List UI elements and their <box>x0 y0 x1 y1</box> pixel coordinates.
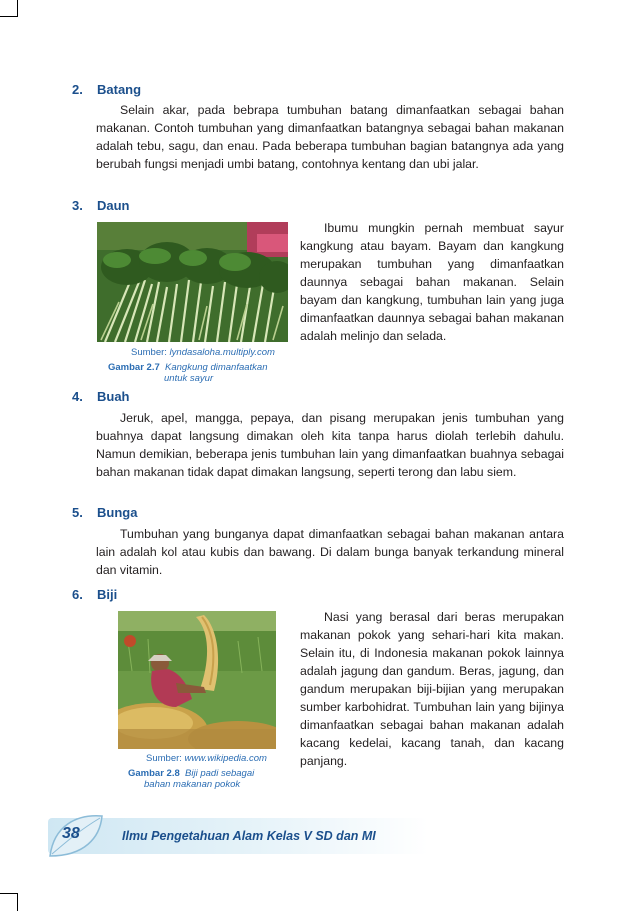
caption-text: Biji padi sebagai <box>185 768 255 779</box>
kangkung-photo <box>97 222 288 342</box>
section-number: 6. <box>72 587 83 602</box>
caption-number: Gambar 2.8 <box>128 768 180 779</box>
section-heading-biji <box>72 587 117 602</box>
section-number: 4. <box>72 389 83 404</box>
crop-mark-top-left-v <box>17 0 18 17</box>
crop-mark-top-left-h <box>0 16 18 17</box>
section-title: Biji <box>97 587 118 602</box>
crop-mark-bottom-left-v <box>17 893 18 911</box>
crop-mark-bottom-left-h <box>0 893 18 894</box>
section-number: 2. <box>72 82 83 97</box>
paragraph-bunga: Tumbuhan yang bunganya dapat dimanfaatkan sebagai bahan makanan antara lain adalah kol atau kubis dan bawang. Di dalam bunga banyak terkandung mineral dan vitamin. <box>96 527 564 577</box>
section-heading-daun <box>72 198 130 213</box>
section-heading-bunga <box>72 505 137 520</box>
caption-number: Gambar 2.7 <box>108 362 160 373</box>
figure-source: Sumber: lyndasaloha.multiply.com <box>131 347 275 358</box>
paragraph-buah: Jeruk, apel, mangga, pepaya, dan pisang merupakan jenis tumbuhan yang buahnya dapat langsung dimakan oleh kita tanpa harus diolah terlebih dahulu. Namun demikian, beberapa jenis tumbuhan lain yang dimanfaatkan buahnya sebagai bahan makanan tidak dapat dimakan langsung, seperti terong dan labu siem. <box>96 411 564 479</box>
book-title: Ilmu Pengetahuan Alam Kelas V SD dan MI <box>122 829 376 843</box>
rice-harvest-photo <box>118 611 276 749</box>
source-url: www.wikipedia.com <box>184 753 267 764</box>
section-heading-buah <box>72 389 130 404</box>
page-number: 38 <box>62 825 80 842</box>
caption-text-line2: untuk sayur <box>164 373 214 384</box>
section-heading-batang <box>72 82 141 97</box>
caption-text-line2: bahan makanan pokok <box>144 779 241 790</box>
figure-source: Sumber: www.wikipedia.com <box>146 753 267 764</box>
section-title: Bunga <box>97 505 138 520</box>
section-title: Batang <box>97 82 142 97</box>
paragraph-daun: Ibumu mungkin pernah membuat sayur kangkung atau bayam. Bayam dan kangkung merupakan tumbuhan yang dimanfaatkan daunnya sebagai bahan makanan. Selain bayam dan kangkung, tumbuhan lain yang juga dimanfaatkan daunnya sebagai bahan makanan adalah melinjo dan selada. <box>300 221 564 343</box>
section-title: Buah <box>97 389 130 404</box>
figure-caption <box>108 362 268 384</box>
caption-text: Kangkung dimanfaatkan <box>165 362 268 373</box>
section-number: 5. <box>72 505 83 520</box>
paragraph-batang: Selain akar, pada bebrapa tumbuhan batang dimanfaatkan sebagai bahan makanan. Contoh tumbuhan yang dimanfaatkan batangnya sebagai bahan makanan adalah tebu, sagu, dan enau. Pada beberapa tumbuhan bagian batangnya ada yang berubah fungsi menjadi umbi batang, contohnya kentang dan ubi jalar. <box>96 103 564 171</box>
paragraph-biji: Nasi yang berasal dari beras merupakan makanan pokok yang sehari-hari kita makan. Selain itu, di Indonesia makanan pokok lainnya adalah jagung dan gandum. Beras, jagung, dan gandum merupakan biji-bijian yang merupakan sumber karbohidrat. Tumbuhan lain yang bijinya dimanfaatkan sebagai bahan makanan adalah kacang kedelai, kacang tanah, dan kacang panjang. <box>300 610 564 768</box>
section-number: 3. <box>72 198 83 213</box>
figure-caption <box>128 768 254 790</box>
section-title: Daun <box>97 198 130 213</box>
source-url: lyndasaloha.multiply.com <box>169 347 275 358</box>
